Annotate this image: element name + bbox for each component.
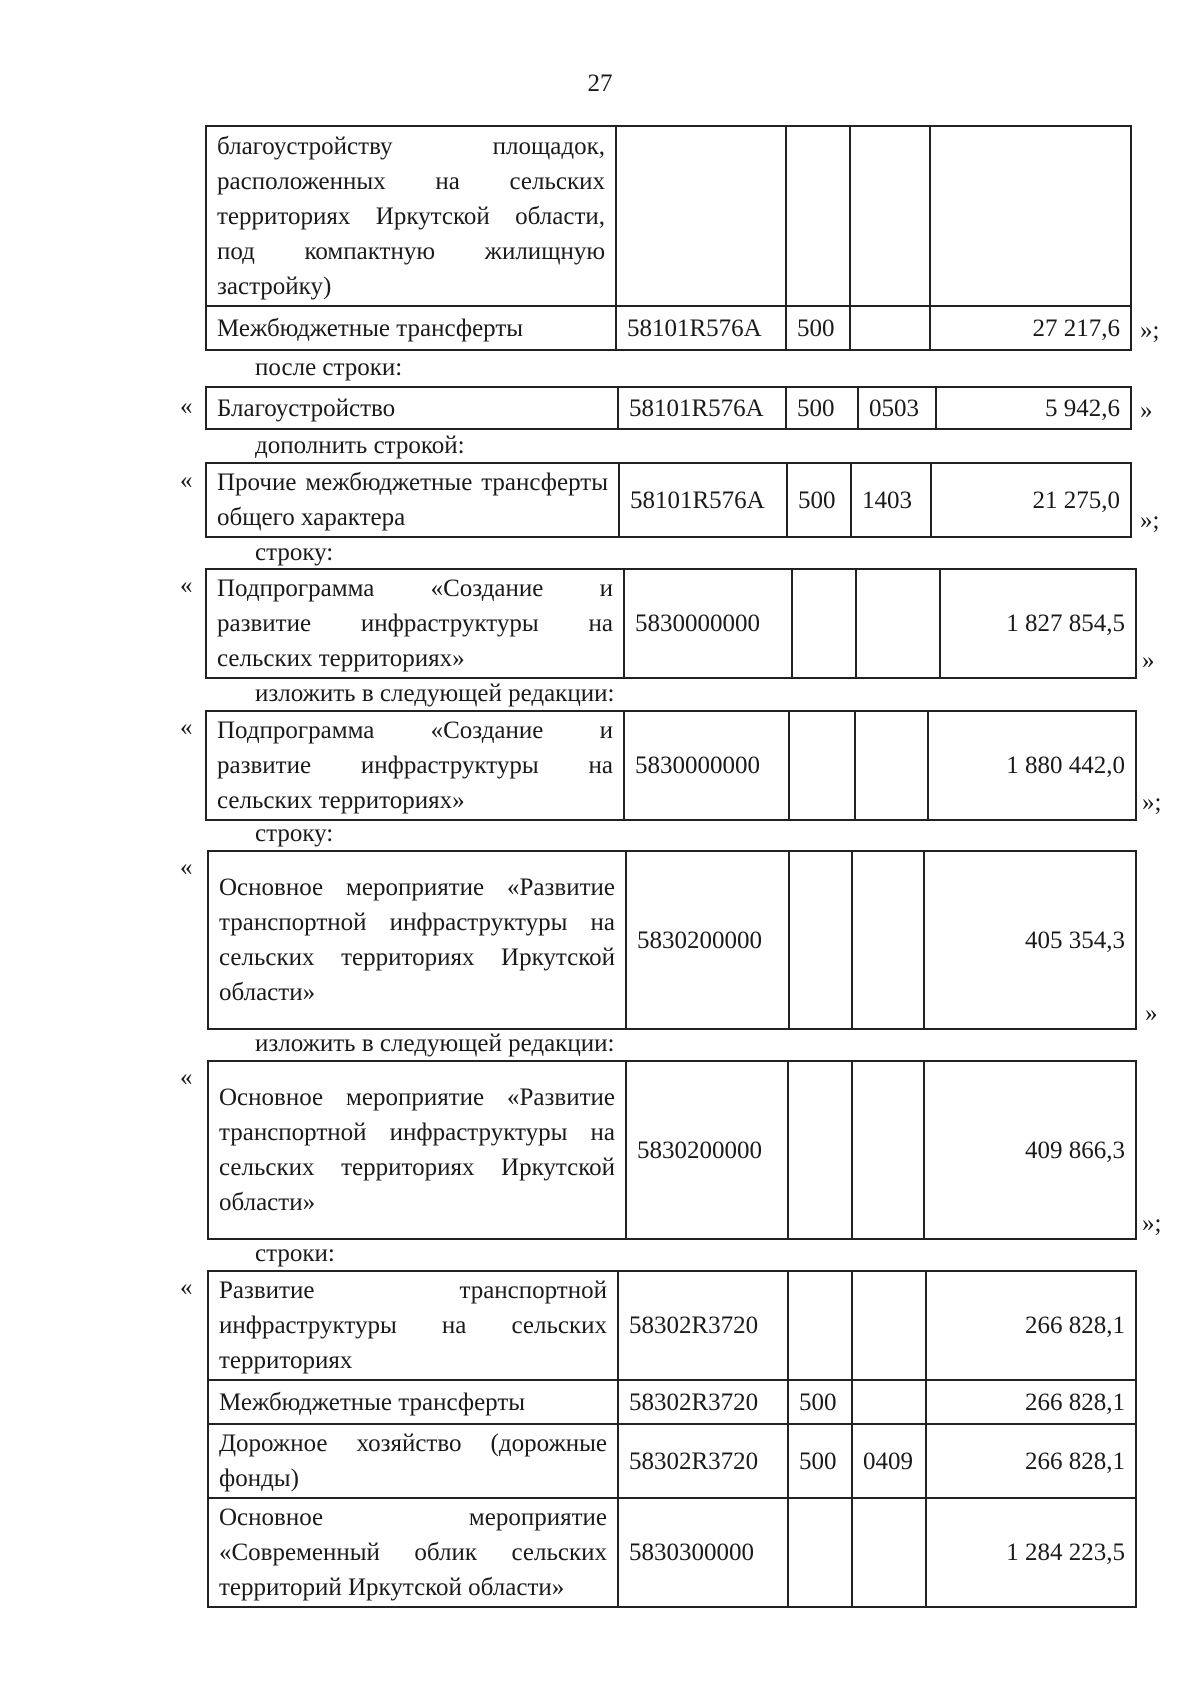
- instruction-label: строку:: [255, 539, 334, 566]
- opening-quote: «: [180, 1064, 193, 1091]
- expense-group: 500: [788, 1424, 852, 1498]
- budget-table: [205, 462, 1132, 538]
- amount: 266 828,1: [926, 1271, 1136, 1380]
- opening-quote: «: [180, 714, 193, 741]
- opening-quote: «: [180, 467, 193, 494]
- row-name: Подпрограмма «Создание и развитие инфраструктуры на сельских территориях»: [206, 569, 624, 678]
- budget-table: [207, 1270, 1137, 1608]
- amount: 266 828,1: [926, 1380, 1136, 1424]
- target-code: [616, 126, 786, 306]
- budget-table: [205, 568, 1137, 679]
- target-code: 5830200000: [626, 1061, 788, 1239]
- table-row: [206, 306, 1131, 350]
- opening-quote: «: [180, 572, 193, 599]
- target-code: 58302R3720: [618, 1424, 788, 1498]
- section-code: 1403: [851, 463, 931, 537]
- expense-group: [789, 851, 852, 1029]
- table-row: [206, 126, 1131, 306]
- expense-group: [789, 711, 855, 820]
- expense-group: 500: [786, 306, 850, 350]
- closing-quote: »;: [1140, 317, 1160, 344]
- closing-quote: »: [1142, 647, 1155, 674]
- budget-table: [205, 386, 1132, 430]
- expense-group: 500: [788, 1380, 852, 1424]
- closing-quote: »: [1140, 397, 1153, 424]
- target-code: 5830200000: [626, 851, 789, 1029]
- table-row: [206, 463, 1131, 537]
- target-code: 58101R576A: [618, 387, 786, 429]
- target-code: 5830300000: [618, 1498, 788, 1607]
- amount: 1 880 442,0: [928, 711, 1136, 820]
- closing-quote: »;: [1142, 789, 1162, 816]
- amount: 266 828,1: [926, 1424, 1136, 1498]
- amount: [930, 126, 1131, 306]
- row-name: Благоустройство: [206, 387, 618, 429]
- section-code: [852, 1271, 926, 1380]
- target-code: 5830000000: [624, 711, 789, 820]
- instruction-label: строки:: [255, 1240, 335, 1267]
- budget-table: [207, 850, 1137, 1030]
- table-row: [206, 711, 1136, 820]
- closing-quote: »;: [1140, 507, 1160, 534]
- expense-group: [792, 569, 856, 678]
- row-name: Основное мероприятие «Развитие транспортной инфраструктуры на сельских территориях Иркутской области»: [208, 851, 626, 1029]
- instruction-label: изложить в следующей редакции:: [255, 680, 615, 707]
- opening-quote: «: [180, 393, 193, 420]
- row-name: Межбюджетные трансферты: [208, 1380, 618, 1424]
- target-code: 58101R576A: [616, 306, 786, 350]
- section-code: [850, 126, 930, 306]
- amount: 405 354,3: [924, 851, 1136, 1029]
- expense-group: 500: [787, 463, 851, 537]
- instruction-label: строку:: [255, 820, 334, 847]
- budget-table: [205, 710, 1137, 821]
- opening-quote: «: [180, 854, 193, 881]
- row-name: Основное мероприятие «Современный облик сельских территорий Иркутской области»: [208, 1498, 618, 1607]
- section-code: [852, 1061, 924, 1239]
- target-code: 58302R3720: [618, 1380, 788, 1424]
- closing-quote: »;: [1142, 1210, 1162, 1237]
- table-row: [206, 387, 1131, 429]
- row-name: Подпрограмма «Создание и развитие инфраструктуры на сельских территориях»: [206, 711, 624, 820]
- row-name: Основное мероприятие «Развитие транспортной инфраструктуры на сельских территориях Иркутской области»: [208, 1061, 626, 1239]
- row-name: Дорожное хозяйство (дорожные фонды): [208, 1424, 618, 1498]
- row-name: благоустройству площадок, расположенных на сельских территориях Иркутской области, под компактную жилищную застройку): [206, 126, 616, 306]
- row-name: Прочие межбюджетные трансферты общего характера: [206, 463, 619, 537]
- table-row: [208, 1061, 1136, 1239]
- section-code: [855, 711, 928, 820]
- opening-quote: «: [180, 1274, 193, 1301]
- table-row: [208, 851, 1136, 1029]
- section-code: [852, 1380, 926, 1424]
- section-code: [852, 1498, 926, 1607]
- table-row: [208, 1380, 1136, 1424]
- row-name: Межбюджетные трансферты: [206, 306, 616, 350]
- section-code: [856, 569, 940, 678]
- budget-table: [205, 125, 1132, 351]
- instruction-label: после строки:: [255, 354, 403, 381]
- target-code: 58101R576A: [619, 463, 787, 537]
- table-row: [208, 1498, 1136, 1607]
- expense-group: [788, 1271, 852, 1380]
- expense-group: [788, 1061, 852, 1239]
- target-code: 5830000000: [624, 569, 792, 678]
- amount: 1 827 854,5: [940, 569, 1136, 678]
- table-row: [208, 1424, 1136, 1498]
- amount: 1 284 223,5: [926, 1498, 1136, 1607]
- page-number: 27: [587, 70, 613, 97]
- amount: 409 866,3: [924, 1061, 1136, 1239]
- row-name: Развитие транспортной инфраструктуры на сельских территориях: [208, 1271, 618, 1380]
- section-code: 0409: [852, 1424, 926, 1498]
- budget-table: [207, 1060, 1137, 1240]
- target-code: 58302R3720: [618, 1271, 788, 1380]
- expense-group: [788, 1498, 852, 1607]
- amount: 21 275,0: [931, 463, 1131, 537]
- amount: 5 942,6: [936, 387, 1131, 429]
- expense-group: [786, 126, 850, 306]
- amount: 27 217,6: [930, 306, 1131, 350]
- closing-quote: »: [1145, 1000, 1158, 1027]
- table-row: [208, 1271, 1136, 1380]
- section-code: [852, 851, 924, 1029]
- instruction-label: изложить в следующей редакции:: [255, 1030, 615, 1057]
- instruction-label: дополнить строкой:: [255, 432, 465, 459]
- expense-group: 500: [786, 387, 858, 429]
- section-code: [850, 306, 930, 350]
- section-code: 0503: [858, 387, 936, 429]
- table-row: [206, 569, 1136, 678]
